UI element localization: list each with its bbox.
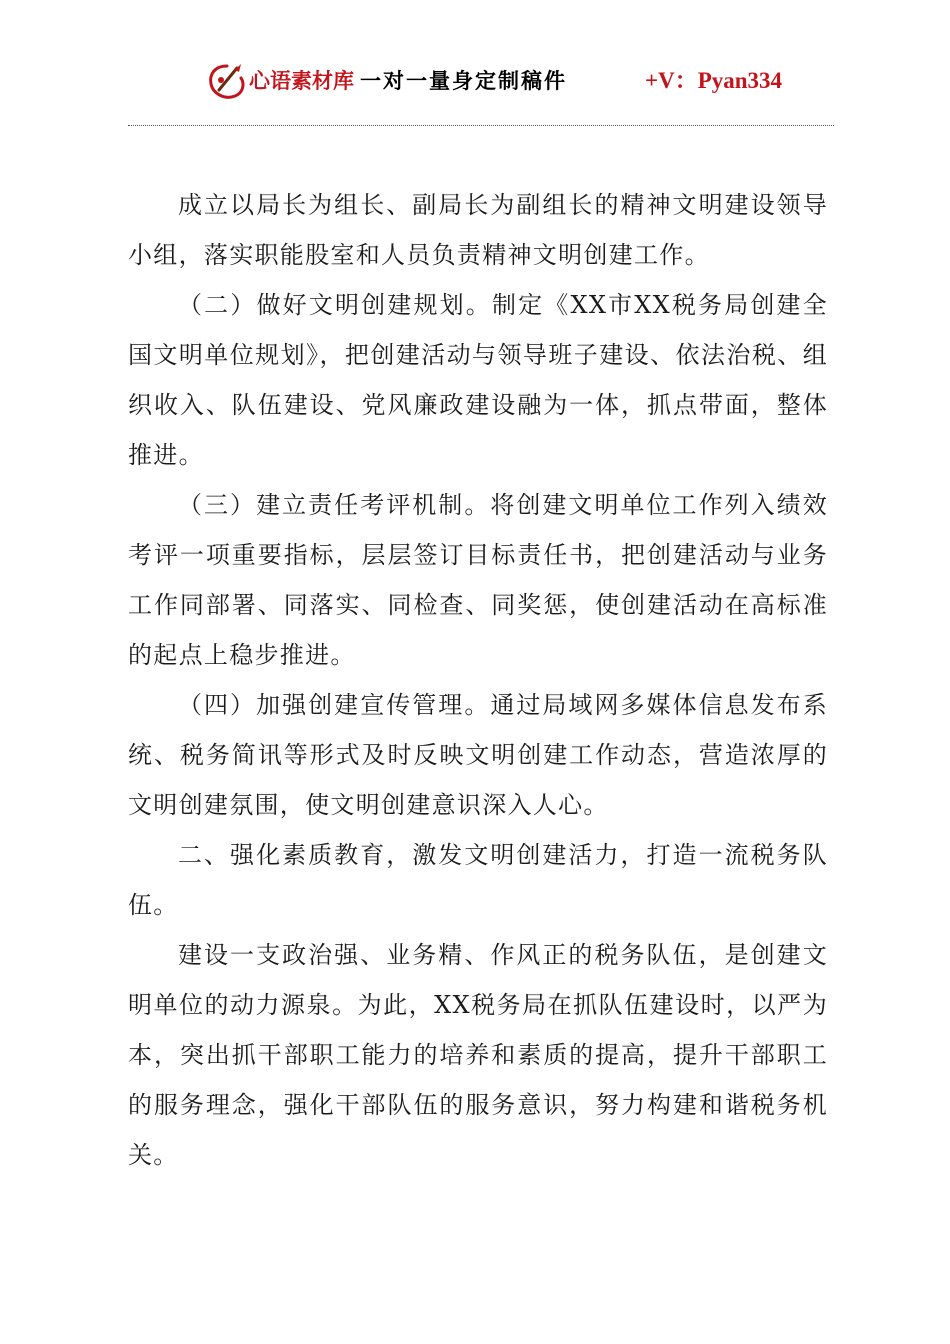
paragraph: 成立以局长为组长、副局长为副组长的精神文明建设领导小组，落实职能股室和人员负责精神文明创建工作。 bbox=[128, 191, 828, 269]
paragraph: 建设一支政治强、业务精、作风正的税务队伍，是创建文明单位的动力源泉。为此，XX税务局在抓队伍建设时，以严为本，突出抓干部职工能力的培养和素质的提高，提升干部职工的服务理念，强化干部队伍的服务意识，努力构建和谐税务机关。 bbox=[128, 941, 828, 1169]
header-contact: +V：Pyan334 bbox=[645, 68, 783, 93]
section-heading: 二、强化素质教育，激发文明创建活力，打造一流税务队伍。 bbox=[128, 841, 828, 919]
brand-name: 心语素材库 bbox=[249, 68, 354, 93]
header-divider bbox=[128, 125, 834, 126]
page-header bbox=[205, 58, 783, 108]
brand-logo-icon bbox=[205, 60, 249, 104]
paragraph: （三）建立责任考评机制。将创建文明单位工作列入绩效考评一项重要指标，层层签订目标责任书，把创建活动与业务工作同部署、同落实、同检查、同奖惩，使创建活动在高标准的起点上稳步推进。 bbox=[128, 491, 828, 669]
document-body bbox=[128, 180, 828, 1180]
paragraph: （四）加强创建宣传管理。通过局域网多媒体信息发布系统、税务简讯等形式及时反映文明创建工作动态，营造浓厚的文明创建氛围，使文明创建意识深入人心。 bbox=[128, 691, 828, 819]
header-tagline: 一对一量身定制稿件 bbox=[360, 68, 567, 93]
paragraph: （二）做好文明创建规划。制定《XX市XX税务局创建全国文明单位规划》，把创建活动与领导班子建设、依法治税、组织收入、队伍建设、党风廉政建设融为一体，抓点带面，整体推进。 bbox=[128, 291, 828, 469]
